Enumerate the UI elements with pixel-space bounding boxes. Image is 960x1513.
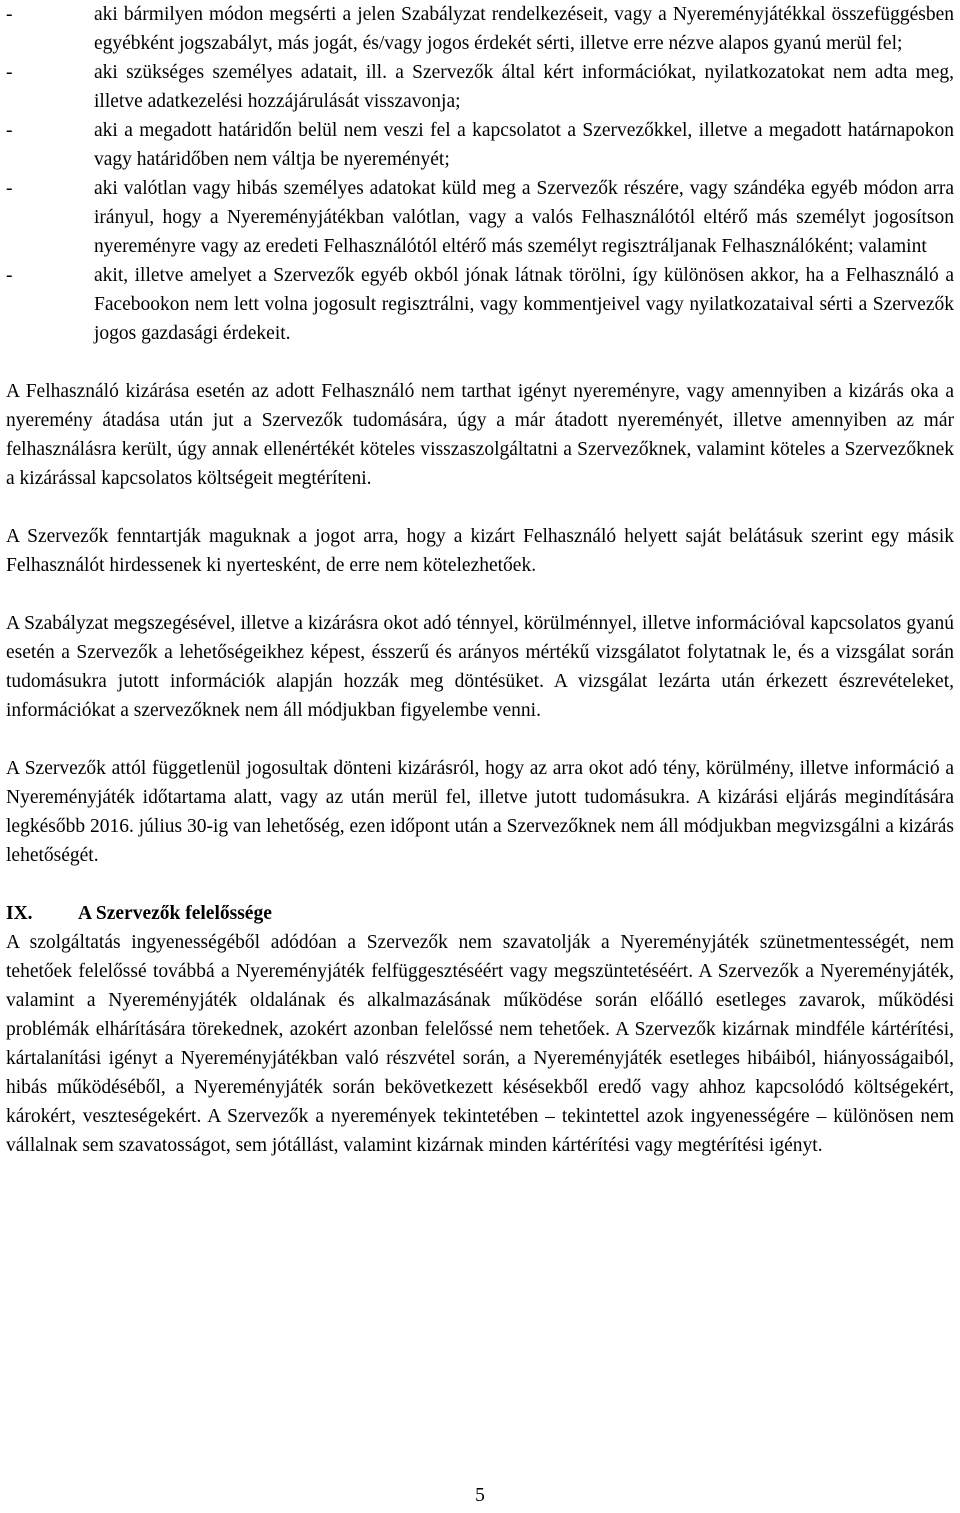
list-item xyxy=(6,0,954,58)
list-bullet: - xyxy=(6,265,13,286)
section-heading xyxy=(6,899,954,928)
document-page xyxy=(6,0,954,1160)
list-bullet: - xyxy=(6,178,13,199)
section-number: IX. xyxy=(6,903,33,924)
paragraph-replacement-winner: A Szervezők fenntartják maguknak a jogot arra, hogy a kizárt Felhasználó helyett saját belátásuk szerint egy másik Felhasználót hirdessenek ki nyertesként, de erre nem kötelezhetőek. xyxy=(6,526,954,576)
list-item xyxy=(6,174,954,261)
list-bullet: - xyxy=(6,62,13,83)
list-item xyxy=(6,261,954,348)
paragraph-exclusion-deadline: A Szervezők attól függetlenül jogosultak dönteni kizárásról, hogy az arra okot adó tény, körülmény, illetve információ a Nyereményjáték időtartama alatt, vagy az után merül fel, illetve jutott tudomásukra. A kizárási eljárás megindítására legkésőbb 2016. július 30-ig van lehetőség, ezen időpont után a Szervezőknek nem áll módjukban megvizsgálni a kizárás lehetőségét. xyxy=(6,758,954,866)
list-bullet: - xyxy=(6,120,13,141)
list-item xyxy=(6,116,954,174)
section-title: A Szervezők felelőssége xyxy=(78,903,272,924)
exclusion-list xyxy=(6,0,954,348)
list-item-text: aki valótlan vagy hibás személyes adatokat küld meg a Szervezők részére, vagy szándéka egyéb módon arra irányul, hogy a Nyereményjátékban valótlan, vagy a valós Felhasználótól eltérő más személyt jogosítson nyereményre vagy az eredeti Felhasználótól eltérő más személyt regisztráljanak Felhasználóként; valamint xyxy=(94,178,954,257)
section-body: A szolgáltatás ingyenességéből adódóan a Szervezők nem szavatolják a Nyereményjáték szünetmentességét, nem tehetőek felelőssé továbbá a Nyereményjáték felfüggesztéséért vagy megszüntetéséért. A Szervezők a Nyereményjáték, valamint a Nyereményjáték oldalának és alkalmazásának működése során előálló esetleges zavarok, működési problémák elhárítására törekednek, azokért azonban felelőssé nem tehetőek. A Szervezők kizárnak mindféle kártérítési, kártalanítási igényt a Nyereményjátékban való részvétel során, a Nyereményjáték esetleges hibáiból, hiányosságaiból, hibás működéséből, a Nyereményjáték során bekövetkezett késésekből eredő vagy ahhoz kapcsolódó költségekért, károkért, veszteségekért. A Szervezők a nyeremények tekintetében – tekintettel azok ingyenességére – különösen nem vállalnak sem szavatosságot, sem jótállást, valamint kizárnak minden kártérítési vagy megtérítési igényt. xyxy=(6,932,954,1156)
list-item-text: aki szükséges személyes adatait, ill. a Szervezők által kért információkat, nyilatkozatokat nem adta meg, illetve adatkezelési hozzájárulását visszavonja; xyxy=(94,62,954,112)
list-item xyxy=(6,58,954,116)
list-item-text: aki a megadott határidőn belül nem veszi fel a kapcsolatot a Szervezőkkel, illetve a megadott határnapokon vagy határidőben nem váltja be nyereményét; xyxy=(94,120,954,170)
list-item-text: akit, illetve amelyet a Szervezők egyéb okból jónak látnak törölni, így különösen akkor, ha a Felhasználó a Facebookon nem lett volna jogosult regisztrálni, vagy kommentjeivel vagy nyilatkozataival sérti a Szervezők jogos gazdasági érdekeit. xyxy=(94,265,954,344)
list-item-text: aki bármilyen módon megsérti a jelen Szabályzat rendelkezéseit, vagy a Nyereményjátékkal összefüggésben egyébként jogszabályt, más jogát, és/vagy jogos érdekét sérti, illetve erre nézve alapos gyanú merül fel; xyxy=(94,4,954,54)
page-number: 5 xyxy=(475,1485,485,1506)
paragraph-exclusion-consequences: A Felhasználó kizárása esetén az adott Felhasználó nem tarthat igényt nyereményre, vagy amennyiben a kizárás oka a nyeremény átadása után jut a Szervezők tudomására, úgy a már átadott nyereményét, illetve amennyiben az már felhasználásra került, úgy annak ellenértékét köteles visszaszolgáltatni a Szervezőknek, valamint köteles a Szervezőknek a kizárással kapcsolatos költségeit megtéríteni. xyxy=(6,381,954,489)
paragraph-investigation: A Szabályzat megszegésével, illetve a kizárásra okot adó ténnyel, körülménnyel, illetve információval kapcsolatos gyanú esetén a Szervezők a lehetőségeikhez képest, ésszerű és arányos mértékű vizsgálatot folytatnak le, és a vizsgálat során tudomásukra jutott információk alapján hozzák meg döntésüket. A vizsgálat lezárta után érkezett észrevételeket, információkat a szervezőknek nem áll módjukban figyelembe venni. xyxy=(6,613,954,721)
list-bullet: - xyxy=(6,4,13,25)
